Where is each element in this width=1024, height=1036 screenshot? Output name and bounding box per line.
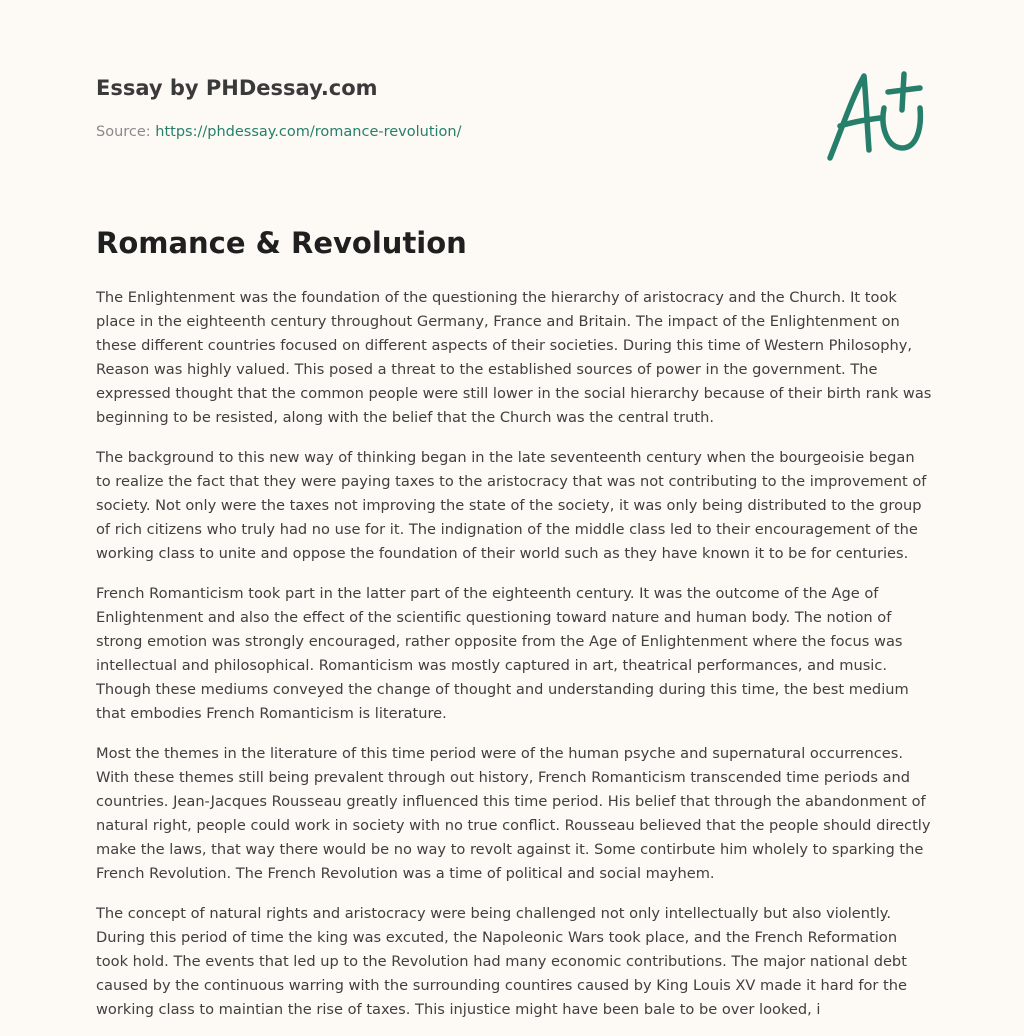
source-link[interactable]: https://phdessay.com/romance-revolution/ bbox=[155, 124, 462, 140]
essay-paragraph: The background to this new way of thinking began in the late seventeenth century when the bourgeoisie began to realize the fact that they were paying taxes to the aristocracy that was not contributing to the improvement of society. Not only were the taxes not improving the state of the society, it was only being distributed to the group of rich citizens who truly had no use for it. The indignation of the middle class led to their encouragement of the working class to unite and oppose the foundation of their world such as they have known it to be for centuries. bbox=[96, 449, 927, 562]
site-title: Essay by PHDessay.com bbox=[96, 76, 378, 100]
essay-title: Romance & Revolution bbox=[96, 226, 467, 260]
essay-paragraph: Most the themes in the literature of this time period were of the human psyche and supernatural occurrences. With these themes still being prevalent through out history, French Romanticism transcended time periods and countries. Jean-Jacques Rousseau greatly influenced this time period. His belief that through the abandonment of natural right, people could work in society with no true conflict. Rousseau believed that the people should directly make the laws, that way there would be no way to revolt against it. Some contirbute him wholely to sparking the French Revolution. The French Revolution was a time of political and social mayhem. bbox=[96, 745, 931, 882]
essay-paragraph: French Romanticism took part in the latter part of the eighteenth century. It was the outcome of the Age of Enlightenment and also the effect of the scientific questioning toward nature and human body. The notion of strong emotion was strongly encouraged, rather opposite from the Age of Enlightenment where the focus was intellectual and philosophical. Romanticism was mostly captured in art, theatrical performances, and music. Though these mediums conveyed the change of thought and understanding during this time, the best medium that embodies French Romanticism is literature. bbox=[96, 585, 909, 722]
source-line bbox=[96, 124, 462, 140]
essay-paragraph: The Enlightenment was the foundation of the questioning the hierarchy of aristocracy and the Church. It took place in the eighteenth century throughout Germany, France and Britain. The impact of the Enlightenment on these different countries focused on different aspects of their societies. During this time of Western Philosophy, Reason was highly valued. This posed a threat to the established sources of power in the government. The expressed thought that the common people were still lower in the social hierarchy because of their birth rank was beginning to be resisted, along with the belief that the Church was the central truth. bbox=[96, 289, 932, 426]
a-plus-logo-icon bbox=[822, 68, 928, 164]
essay-paragraph: The concept of natural rights and aristocracy were being challenged not only intellectually but also violently. During this period of time the king was excuted, the Napoleonic Wars took place, and the French Reformation took hold. The events that led up to the Revolution had many economic contributions. The major national debt caused by the continuous warring with the surrounding countires caused by King Louis XV made it hard for the working class to maintian the rise of taxes. This injustice might have been bale to be over looked, i bbox=[96, 905, 907, 1018]
source-label: Source: bbox=[96, 124, 156, 140]
essay-body bbox=[96, 286, 932, 1026]
